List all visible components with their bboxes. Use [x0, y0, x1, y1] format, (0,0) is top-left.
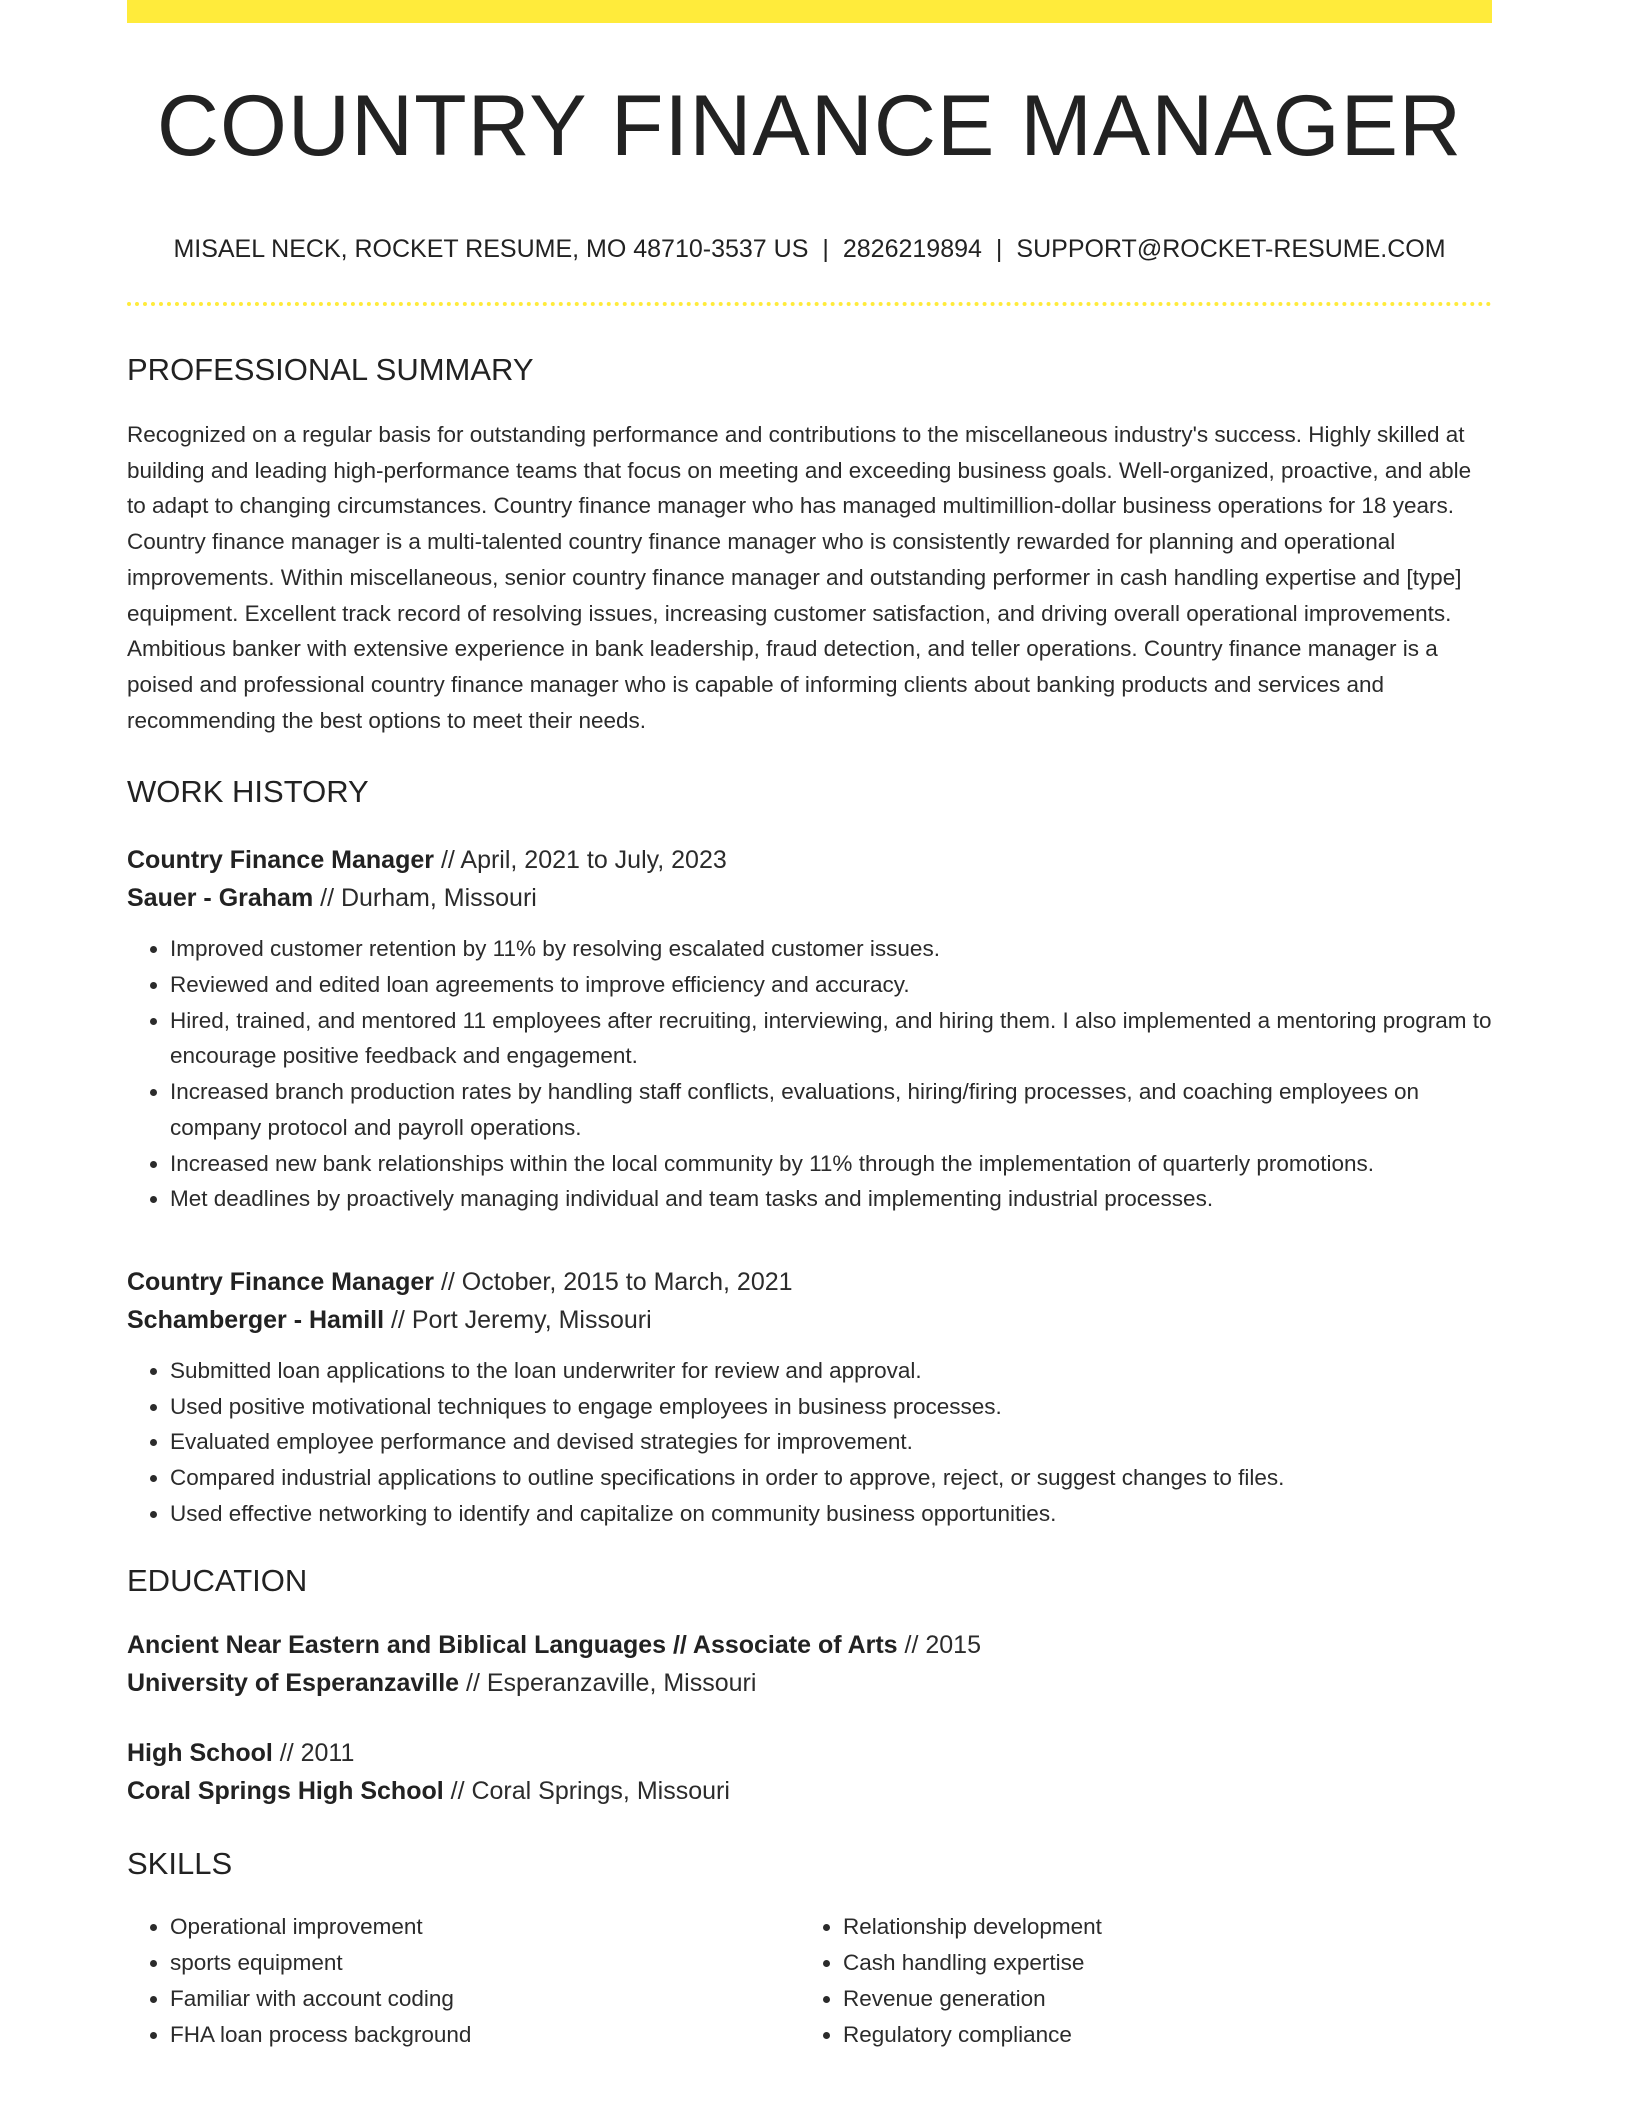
education-year: // 2011: [272, 1739, 355, 1768]
education-school-line: [127, 1772, 1492, 1810]
job-company-line: [127, 1301, 1492, 1339]
job-dates: // April, 2021 to July, 2023: [434, 846, 727, 875]
job-title: Country Finance Manager: [127, 1267, 434, 1296]
work-history-heading: WORK HISTORY: [127, 774, 369, 810]
job-bullet: • Evaluated employee performance and devised strategies for improvement.: [170, 1424, 1492, 1460]
job-bullet: • Met deadlines by proactively managing individual and team tasks and implementing industrial processes.: [170, 1181, 1492, 1217]
contact-email: SUPPORT@ROCKET-RESUME.COM: [1016, 235, 1446, 263]
education-entry: [127, 1734, 1492, 1810]
job-bullet: • Hired, trained, and mentored 11 employees after recruiting, interviewing, and hiring them. I also implemented a mentoring program to encourage positive feedback and engagement.: [170, 1003, 1492, 1074]
job-bullet: • Used effective networking to identify and capitalize on community business opportunities.: [170, 1496, 1492, 1532]
education-degree-line: [127, 1626, 1492, 1664]
skill-item: • Revenue generation: [843, 1981, 1473, 2017]
education-location: // Coral Springs, Missouri: [443, 1777, 730, 1806]
skill-item: • sports equipment: [170, 1945, 800, 1981]
job-title-line: [127, 1263, 1492, 1301]
education-entry: [127, 1626, 1492, 1702]
skill-item: • Regulatory compliance: [843, 2017, 1473, 2053]
education-degree-line: [127, 1734, 1492, 1772]
job-bullets: [127, 931, 1492, 1217]
job-company: Schamberger - Hamill: [127, 1305, 385, 1334]
resume-page: [127, 0, 1492, 2052]
skills-heading: SKILLS: [127, 1846, 233, 1882]
job-entry: [127, 841, 1492, 1217]
education-school: Coral Springs High School: [127, 1777, 444, 1806]
education-heading: EDUCATION: [127, 1563, 308, 1599]
summary-text: Recognized on a regular basis for outstanding performance and contributions to the miscellaneous industry's success. Highly skilled at building and leading high-performance teams that focus on meeting and exceeding business goals. Well-organized, proactive, and able to adapt to changing circumstances. Country finance manager who has managed multimillion-dollar business operations for 18 years. Country finance manager is a multi-talented country finance manager who is consistently rewarded for planning and operational improvements. Within miscellaneous, senior country finance manager and outstanding performer in cash handling expertise and [type] equipment. Excellent track record of resolving issues, increasing customer satisfaction, and driving overall operational improvements. Ambitious banker with extensive experience in bank leadership, fraud detection, and teller operations. Country finance manager is a poised and professional country finance manager who is capable of informing clients about banking products and services and recommending the best options to meet their needs.: [127, 422, 1472, 733]
job-entry: [127, 1263, 1492, 1532]
accent-top-bar: [127, 0, 1492, 23]
contact-address: MISAEL NECK, ROCKET RESUME, MO 48710-3537 US: [173, 235, 809, 263]
job-bullet: • Increased branch production rates by handling staff conflicts, evaluations, hiring/firing processes, and coaching employees on company protocol and payroll operations.: [170, 1074, 1492, 1145]
skills-left-column: [127, 1909, 800, 2052]
skills-columns: [127, 1909, 1492, 2052]
contact-separator: |: [995, 235, 1003, 263]
education-school-line: [127, 1664, 1492, 1702]
skill-item: • Cash handling expertise: [843, 1945, 1473, 1981]
skill-item: • Familiar with account coding: [170, 1981, 800, 2017]
resume-title: COUNTRY FINANCE MANAGER: [156, 78, 1463, 174]
job-title: Country Finance Manager: [127, 846, 434, 875]
job-bullet: • Increased new bank relationships within the local community by 11% through the implementation of quarterly promotions.: [170, 1146, 1492, 1182]
education-degree: Ancient Near Eastern and Biblical Languages // Associate of Arts: [127, 1631, 898, 1660]
skill-item: • Operational improvement: [170, 1909, 800, 1945]
education-school: University of Esperanzaville: [127, 1669, 460, 1698]
job-bullet: • Used positive motivational techniques to engage employees in business processes.: [170, 1389, 1492, 1425]
job-bullet: • Improved customer retention by 11% by resolving escalated customer issues.: [170, 931, 1492, 967]
summary-heading: PROFESSIONAL SUMMARY: [127, 352, 534, 387]
job-title-line: [127, 841, 1492, 879]
skill-item: • FHA loan process background: [170, 2017, 800, 2053]
job-bullets: [127, 1353, 1492, 1532]
job-company-line: [127, 879, 1492, 917]
skill-item: • Relationship development: [843, 1909, 1473, 1945]
education-degree: High School: [127, 1739, 273, 1768]
contact-phone: 2826219894: [842, 235, 982, 263]
job-bullet: • Submitted loan applications to the loan underwriter for review and approval.: [170, 1353, 1492, 1389]
job-bullet: • Reviewed and edited loan agreements to improve efficiency and accuracy.: [170, 967, 1492, 1003]
education-year: // 2015: [897, 1631, 981, 1660]
job-location: // Durham, Missouri: [313, 884, 537, 913]
job-location: // Port Jeremy, Missouri: [384, 1305, 652, 1334]
dotted-divider: [127, 302, 1492, 306]
job-bullet: • Compared industrial applications to outline specifications in order to approve, reject, or suggest changes to files.: [170, 1460, 1492, 1496]
skills-right-column: [800, 1909, 1473, 2052]
contact-separator: |: [822, 235, 829, 263]
job-company: Sauer - Graham: [127, 884, 314, 913]
education-location: // Esperanzaville, Missouri: [459, 1669, 757, 1698]
contact-line: [127, 237, 1492, 262]
job-dates: // October, 2015 to March, 2021: [434, 1267, 793, 1296]
